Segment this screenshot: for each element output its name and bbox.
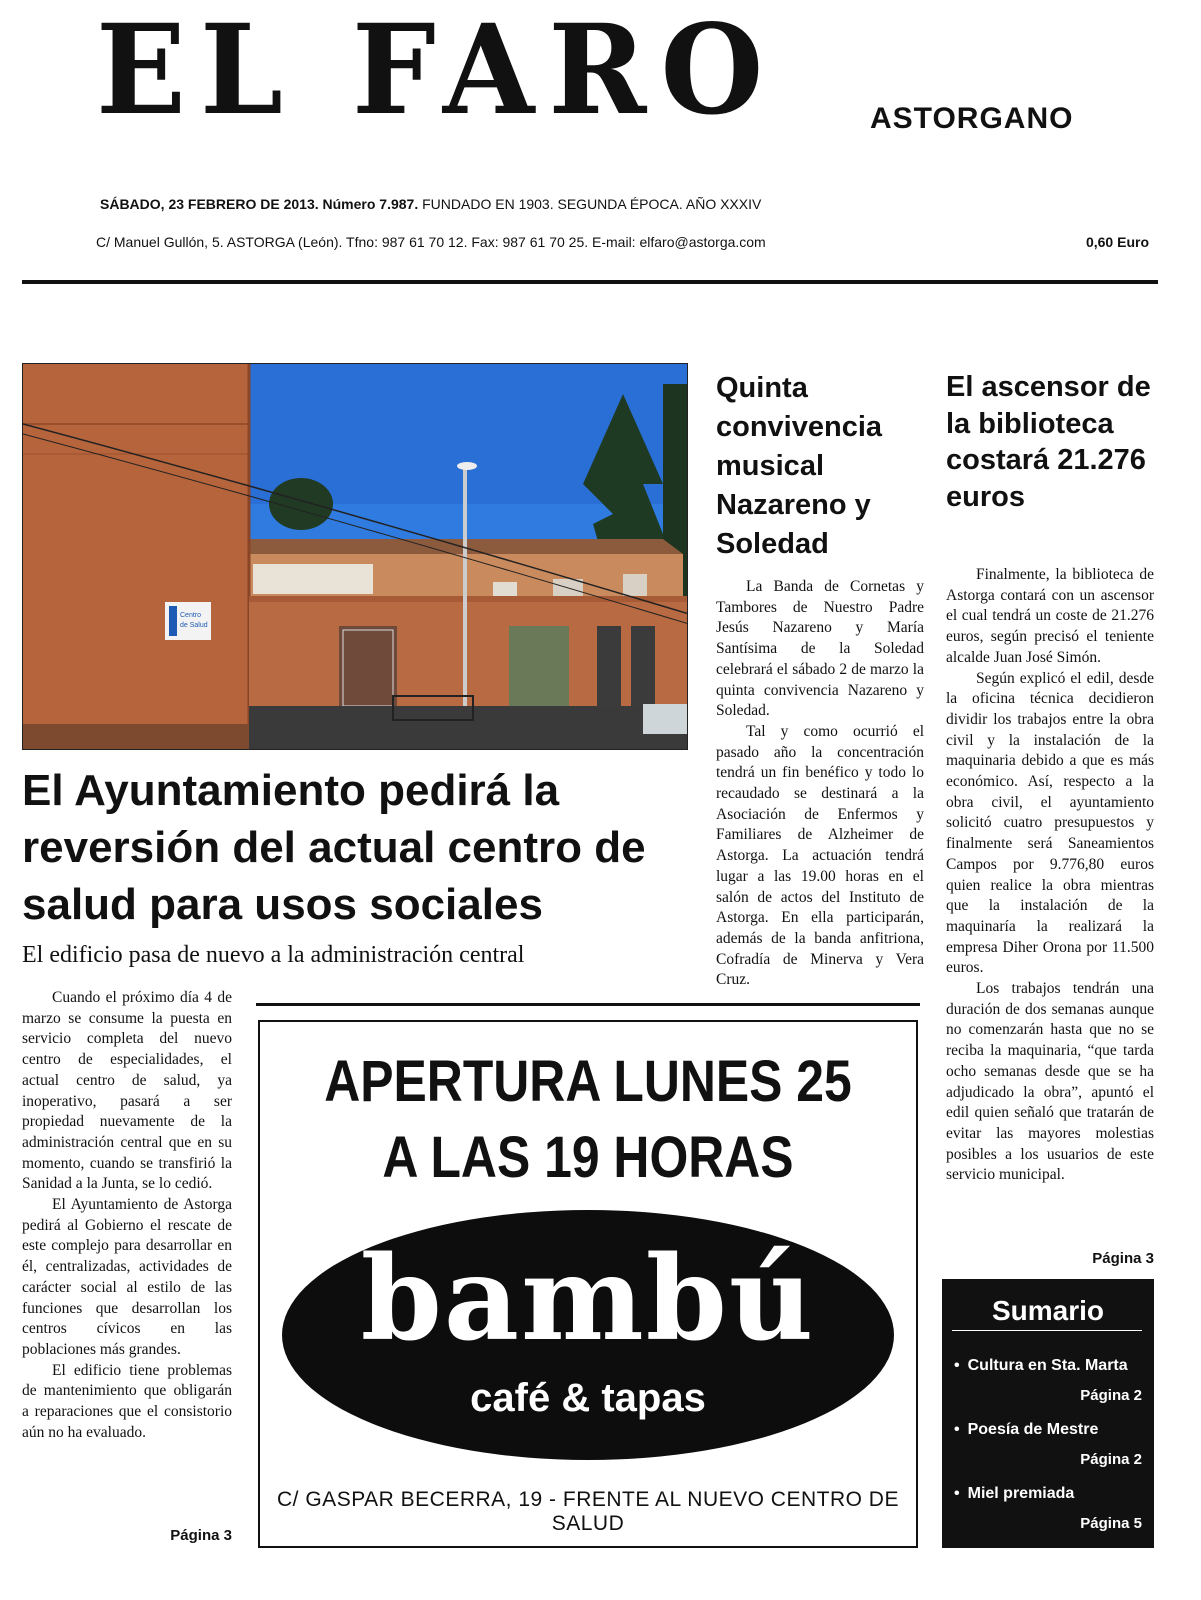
sumario-box	[942, 1279, 1154, 1548]
dateline	[100, 196, 761, 212]
elevator-article-headline: El ascensor de la biblioteca costará 21.276 euros	[946, 371, 1151, 513]
contact-address: C/ Manuel Gullón, 5. ASTORGA (León). Tfno: 987 61 70 12. Fax: 987 61 70 25. E-mail: elfaro@astorga.com	[96, 234, 766, 250]
sumario-item-page: Página 5	[1080, 1515, 1142, 1532]
sumario-divider	[952, 1330, 1142, 1331]
elevator-article-body	[946, 565, 1154, 1186]
ad-line2: A LAS 19 HORAS	[382, 1125, 794, 1190]
ad-opening-announcement	[306, 1044, 870, 1196]
ad-address: C/ GASPAR BECERRA, 19 - FRENTE AL NUEVO CENTRO DE SALUD	[277, 1488, 899, 1535]
ad-logo-oval	[282, 1210, 894, 1460]
lead-page-reference: Página 3	[170, 1527, 232, 1544]
lead-paragraph: Cuando el próximo día 4 de marzo se consume la puesta en servicio completa del nuevo centro de especialidades, el actual centro de salud, ya inoperativo, pasará a ser propiedad nuevamente de la administración central que en su momento, cuando se transfirió la Sanidad a la Junta, se lo cedió.	[22, 989, 232, 1193]
masthead-title: EL FARO	[96, 0, 778, 143]
elevator-paragraph: Según explicó el edil, desde la oficina técnica decidieron dividir los trabajos entre la obra civil y la instalación de la maquinaria debido a que es más económico. Así, respecto a la obra civil, el ayuntamiento solicitó cuatro presupuestos y finalmente será Saneamientos Campos por 9.776,80 euros quien realice la obra mientras que la instalación de la maquinaría la realizará la empresa Diher Orona por 11.500 euros.	[946, 669, 1154, 977]
bambu-advertisement	[258, 1020, 918, 1548]
sumario-item-label: • Cultura en Sta. Marta	[954, 1357, 1142, 1375]
masthead-subtitle: ASTORGANO	[870, 102, 1074, 135]
elevator-paragraph: Finalmente, la biblioteca de Astorga contará con un ascensor el cual tendrá un coste de 21.276 euros, según precisó el teniente alcalde Juan José Simón.	[946, 566, 1154, 666]
sumario-list	[954, 1357, 1142, 1549]
masthead-divider	[22, 280, 1158, 284]
elevator-paragraph: Los trabajos tendrán una duración de dos semanas aunque no comenzarán hasta que no se reciba la maquinaria, “que tarda ocho semanas desde que se ha adjudicado la obra”, apuntó el edil quien señaló que tratarán de evitar las mayores molestias posibles a los usuarios de este servicio municipal.	[946, 980, 1154, 1184]
music-article-headline: Quinta convivencia musical Nazareno y Soledad	[716, 372, 883, 560]
lead-paragraph: El Ayuntamiento de Astorga pedirá al Gobierno el rescate de este complejo para desarrollar en él, centralizadas, actividades de carácter social al estilo de las funciones que desarrollan los centros cívicos en las poblaciones más grandes.	[22, 1196, 232, 1358]
sumario-item-label: • Miel premiada	[954, 1485, 1142, 1503]
sumario-title: Sumario	[991, 1295, 1105, 1326]
sumario-item[interactable]	[954, 1485, 1142, 1549]
lead-article-body	[22, 988, 232, 1443]
sumario-item-page: Página 2	[1080, 1451, 1142, 1468]
photo-sign-line1: Centro	[180, 612, 202, 619]
music-paragraph: La Banda de Cornetas y Tambores de Nuestro Padre Jesús Nazareno y María Santísima de la Soledad celebrará el sábado 2 de marzo la quinta convivencia Nazareno y Soledad.	[716, 578, 924, 720]
ad-tagline: café & tapas	[470, 1376, 706, 1420]
dateline-date: SÁBADO, 23 FEBRERO DE 2013. Número 7.987.	[100, 196, 419, 212]
lead-paragraph: El edificio tiene problemas de mantenimiento que obligarán a reparaciones que el consistorio aún no ha evaluado.	[22, 1361, 232, 1441]
sumario-item-page: Página 2	[1080, 1387, 1142, 1404]
elevator-page-reference: Página 3	[1092, 1250, 1154, 1267]
dateline-founded: FUNDADO EN 1903. SEGUNDA ÉPOCA. AÑO XXXIV	[422, 196, 762, 212]
sumario-item[interactable]	[954, 1421, 1142, 1485]
issue-price: 0,60 Euro	[1085, 234, 1149, 250]
sumario-item-label: • Poesía de Mestre	[954, 1421, 1142, 1439]
sumario-item[interactable]	[954, 1357, 1142, 1421]
music-article-body	[716, 577, 924, 991]
ad-line1: APERTURA LUNES 25	[324, 1049, 852, 1114]
lead-subheadline: El edificio pasa de nuevo a la administración central	[22, 942, 525, 968]
music-paragraph: Tal y como ocurrió el pasado año la concentración tendrá un fin benéfico y todo lo recaudado se destinará a la Asociación de Enfermos y Familiares de Alzheimer de Astorga. La actuación tendrá lugar a las 19.00 horas en el salón de actos del Instituto de Astorga. En ella participarán, además de la banda anfitriona, Cofradía de Minerva y Vera Cruz.	[716, 722, 924, 989]
photo-sign-line2: de Salud	[180, 622, 208, 629]
ad-top-rule	[256, 1003, 920, 1006]
ad-brand-name: bambú	[360, 1231, 816, 1367]
health-center-photo	[22, 363, 688, 750]
lead-headline: El Ayuntamiento pedirá la reversión del actual centro de salud para usos sociales	[22, 766, 646, 929]
